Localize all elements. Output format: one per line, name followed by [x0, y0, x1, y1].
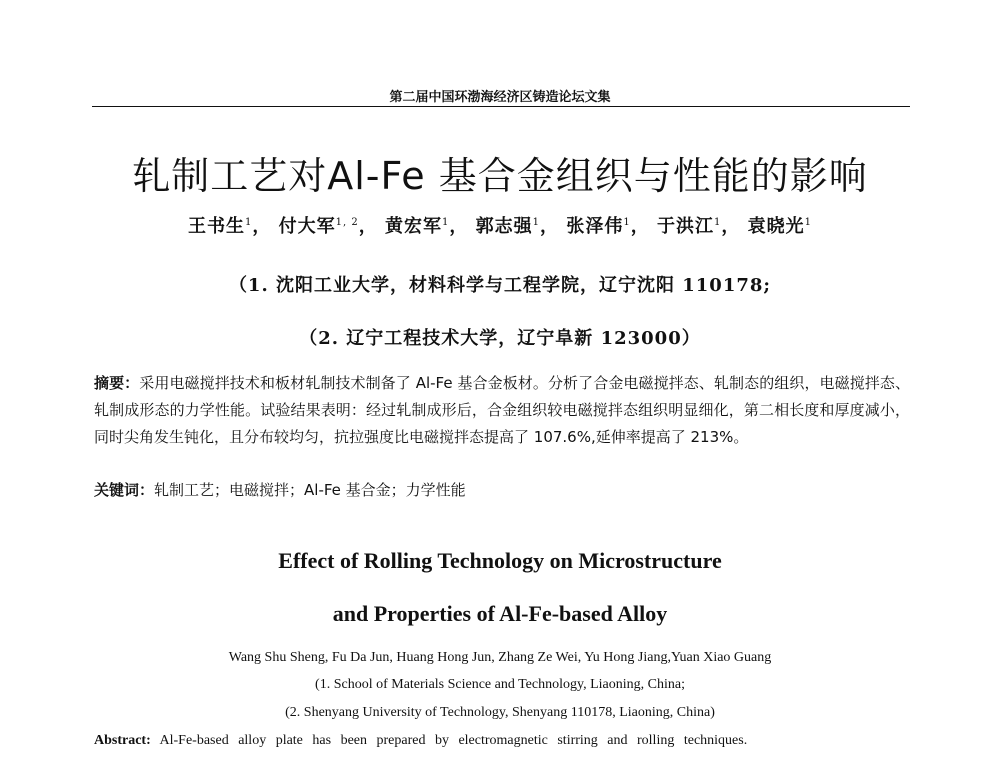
- abstract-cn-label: 摘要：: [94, 374, 140, 392]
- abstract-en-label: Abstract:: [94, 733, 151, 748]
- header-divider: [92, 106, 910, 107]
- keywords-cn-text: 轧制工艺；电磁搅拌；Al-Fe 基合金；力学性能: [154, 481, 466, 499]
- author-cn: 黄宏军$^1$: [385, 216, 450, 237]
- author-list-cn: 王书生$^1$， 付大军$^{1, 2}$， 黄宏军$^1$， 郭志强$^1$， 张泽伟$^1$， 于洪江$^1$， 袁晓光$^1$: [187, 216, 813, 237]
- abstract-en: [94, 733, 910, 749]
- author-cn: 付大军$^{1, 2}$: [278, 216, 359, 237]
- author-cn: 张泽伟$^1$: [566, 216, 631, 237]
- author-list-en: Wang Shu Sheng, Fu Da Jun, Huang Hong Jun, Zhang Ze Wei, Yu Hong Jiang,Yuan Xiao Guang: [228, 650, 772, 665]
- affiliation-cn-2: （2. 辽宁工程技术大学，辽宁阜新 123000）: [299, 328, 701, 349]
- affiliation-en-1: (1. School of Materials Science and Technology, Liaoning, China;: [315, 677, 685, 692]
- paper-title-en-line-2: and Properties of Al-Fe-based Alloy: [332, 601, 668, 626]
- running-header: 第二届中国环渤海经济区铸造论坛文集: [389, 90, 611, 105]
- abstract-cn-text: 采用电磁搅拌技术和板材轧制技术制备了 Al-Fe 基合金板材。分析了合金电磁搅拌态、轧制态的组织，电磁搅拌态、轧制成形态的力学性能。试验结果表明：经过轧制成形后，合金组织较电磁搅拌态组织明显细化，第二相长度和厚度减小，同时尖角发生钝化，且分布较均匀，抗拉强度比电磁搅拌态提高了 107.6%,延伸率提高了 213%。: [94, 374, 910, 446]
- keywords-cn-label: 关键词：: [94, 481, 155, 499]
- abstract-en-text: Al-Fe-based alloy plate has been prepared by electromagnetic stirring and rolling techniques.: [159, 733, 748, 748]
- author-cn: 王书生$^1$: [187, 216, 253, 237]
- paper-title-cn: 轧制工艺对Al-Fe 基合金组织与性能的影响: [132, 154, 868, 198]
- affiliation-cn-1: （1. 沈阳工业大学，材料科学与工程学院，辽宁沈阳 110178;: [228, 275, 772, 296]
- abstract-cn: [94, 370, 910, 451]
- affiliation-en-2: (2. Shenyang University of Technology, Shenyang 110178, Liaoning, China): [285, 705, 715, 720]
- paper-title-en-line-1: Effect of Rolling Technology on Microstructure: [278, 548, 722, 573]
- author-cn: 袁晓光$^1$: [747, 216, 813, 237]
- keywords-cn: [94, 479, 910, 500]
- author-cn: 于洪江$^1$: [656, 216, 722, 237]
- author-cn: 郭志强$^1$: [475, 216, 541, 237]
